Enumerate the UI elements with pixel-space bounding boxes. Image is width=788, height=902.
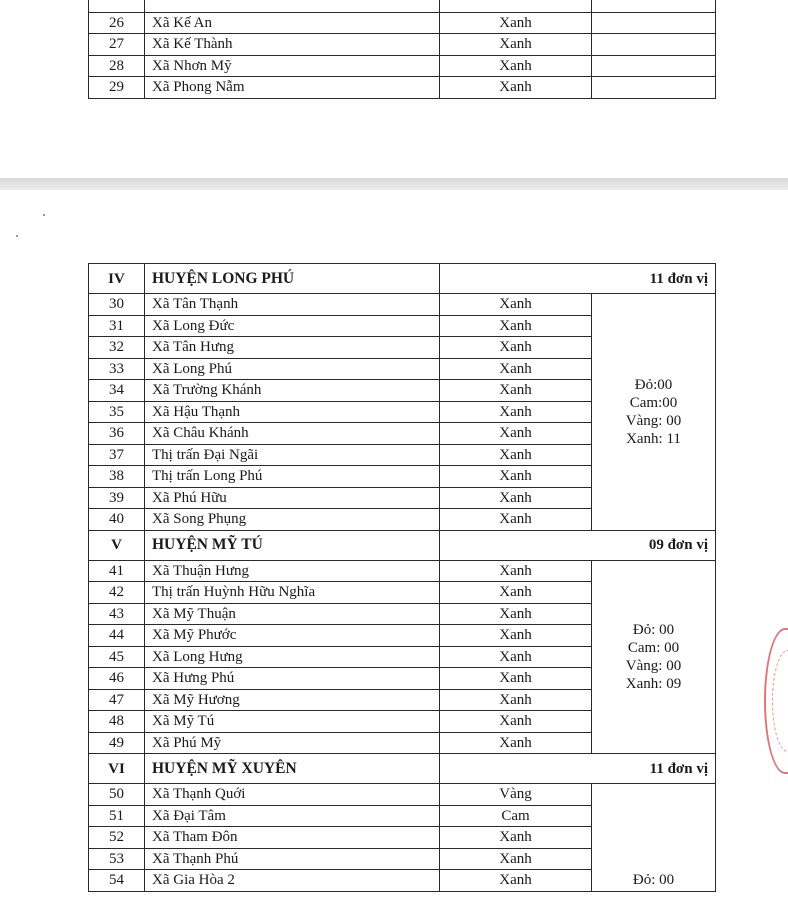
status-level: Xanh	[440, 870, 592, 892]
section-header-row	[89, 754, 716, 784]
unit-name	[145, 0, 440, 12]
status-level: Xanh	[440, 732, 592, 754]
unit-name: Xã Mỹ Hương	[145, 689, 440, 711]
section-numeral: IV	[89, 264, 145, 294]
unit-name: Xã Gia Hòa 2	[145, 870, 440, 892]
status-level: Xanh	[440, 625, 592, 647]
status-level: Vàng	[440, 784, 592, 806]
section-unit-count: 11 đơn vị	[440, 264, 716, 294]
row-number: 54	[89, 870, 145, 892]
row-number: 49	[89, 732, 145, 754]
scan-speck	[43, 214, 45, 216]
table-row	[89, 77, 716, 99]
unit-name: Xã Mỹ Phước	[145, 625, 440, 647]
status-level: Xanh	[440, 358, 592, 380]
status-level: Xanh	[440, 848, 592, 870]
unit-name: Xã Hưng Phú	[145, 668, 440, 690]
status-level: Xanh	[440, 380, 592, 402]
status-level: Xanh	[440, 294, 592, 316]
row-number: 34	[89, 380, 145, 402]
status-level: Xanh	[440, 827, 592, 849]
section-summary	[592, 294, 716, 531]
unit-name: Xã Kế Thành	[145, 34, 440, 56]
section-title: HUYỆN MỸ TÚ	[145, 530, 440, 560]
row-number: 29	[89, 77, 145, 99]
summary-cell	[592, 77, 716, 99]
summary-cell	[592, 55, 716, 77]
status-level: Xanh	[440, 668, 592, 690]
unit-name: Xã Châu Khánh	[145, 423, 440, 445]
document-page-lower	[0, 190, 788, 902]
unit-name: Xã Thạnh Phú	[145, 848, 440, 870]
section-title: HUYỆN MỸ XUYÊN	[145, 754, 440, 784]
document-page-upper	[0, 0, 788, 178]
unit-name: Thị trấn Đại Ngãi	[145, 444, 440, 466]
table-row	[89, 784, 716, 806]
row-number: 28	[89, 55, 145, 77]
section-summary	[592, 784, 716, 892]
summary-line: Xanh: 09	[625, 675, 682, 692]
district-status-table	[88, 263, 716, 892]
district-table-continued	[88, 0, 716, 99]
unit-name: Xã Hậu Thạnh	[145, 401, 440, 423]
summary-line: Cam: 00	[627, 639, 680, 656]
row-number: 30	[89, 294, 145, 316]
summary-cell	[592, 0, 716, 12]
status-level: Xanh	[440, 34, 592, 56]
section-header-row	[89, 530, 716, 560]
row-number: 52	[89, 827, 145, 849]
section-summary	[592, 560, 716, 754]
summary-line: Đỏ:00	[634, 376, 673, 393]
table-row	[89, 34, 716, 56]
summary-cell	[592, 34, 716, 56]
row-number: 47	[89, 689, 145, 711]
section-unit-count: 11 đơn vị	[440, 754, 716, 784]
unit-name: Xã Mỹ Thuận	[145, 603, 440, 625]
row-number: 33	[89, 358, 145, 380]
status-level: Cam	[440, 805, 592, 827]
status-level: Xanh	[440, 444, 592, 466]
section-numeral: V	[89, 530, 145, 560]
status-level: Xanh	[440, 689, 592, 711]
table-row	[89, 560, 716, 582]
row-number: 46	[89, 668, 145, 690]
row-number: 48	[89, 711, 145, 733]
unit-name: Xã Tân Hưng	[145, 337, 440, 359]
row-number: 42	[89, 582, 145, 604]
unit-name: Xã Kế An	[145, 12, 440, 34]
section-title: HUYỆN LONG PHÚ	[145, 264, 440, 294]
status-level: Xanh	[440, 401, 592, 423]
row-number	[89, 0, 145, 12]
table-row	[89, 294, 716, 316]
status-level: Xanh	[440, 337, 592, 359]
table-row	[89, 55, 716, 77]
section-numeral: VI	[89, 754, 145, 784]
unit-name: Xã Song Phụng	[145, 509, 440, 531]
summary-line: Vàng: 00	[625, 657, 682, 674]
unit-name: Xã Long Hưng	[145, 646, 440, 668]
unit-name: Xã Tân Thạnh	[145, 294, 440, 316]
row-number: 38	[89, 466, 145, 488]
status-level: Xanh	[440, 509, 592, 531]
status-level: Xanh	[440, 603, 592, 625]
unit-name: Xã Trường Khánh	[145, 380, 440, 402]
summary-line: Vàng: 00	[625, 412, 682, 429]
status-level: Xanh	[440, 487, 592, 509]
summary-line: Đỏ: 00	[632, 871, 675, 888]
row-number: 39	[89, 487, 145, 509]
unit-name: Xã Long Đức	[145, 315, 440, 337]
row-number: 40	[89, 509, 145, 531]
scan-speck	[16, 235, 18, 237]
row-number: 44	[89, 625, 145, 647]
status-level: Xanh	[440, 315, 592, 337]
row-number: 27	[89, 34, 145, 56]
table-row-partial	[89, 0, 716, 12]
summary-cell	[592, 12, 716, 34]
section-unit-count: 09 đơn vị	[440, 530, 716, 560]
status-level: Xanh	[440, 423, 592, 445]
unit-name: Xã Phong Nẫm	[145, 77, 440, 99]
unit-name: Xã Long Phú	[145, 358, 440, 380]
summary-line: Cam:00	[629, 394, 678, 411]
unit-name: Xã Nhơn Mỹ	[145, 55, 440, 77]
status-level	[440, 0, 592, 12]
table-row	[89, 12, 716, 34]
unit-name: Thị trấn Huỳnh Hữu Nghĩa	[145, 582, 440, 604]
row-number: 41	[89, 560, 145, 582]
unit-name: Xã Phú Mỹ	[145, 732, 440, 754]
row-number: 36	[89, 423, 145, 445]
unit-name: Xã Đại Tâm	[145, 805, 440, 827]
status-level: Xanh	[440, 582, 592, 604]
status-level: Xanh	[440, 466, 592, 488]
row-number: 37	[89, 444, 145, 466]
row-number: 35	[89, 401, 145, 423]
summary-line: Đỏ: 00	[632, 621, 675, 638]
unit-name: Xã Thuận Hưng	[145, 560, 440, 582]
row-number: 43	[89, 603, 145, 625]
status-level: Xanh	[440, 711, 592, 733]
status-level: Xanh	[440, 646, 592, 668]
unit-name: Thị trấn Long Phú	[145, 466, 440, 488]
unit-name: Xã Tham Đôn	[145, 827, 440, 849]
row-number: 31	[89, 315, 145, 337]
section-header-row	[89, 264, 716, 294]
page-separator	[0, 178, 788, 190]
unit-name: Xã Phú Hữu	[145, 487, 440, 509]
status-level: Xanh	[440, 560, 592, 582]
unit-name: Xã Thạnh Quới	[145, 784, 440, 806]
row-number: 26	[89, 12, 145, 34]
row-number: 45	[89, 646, 145, 668]
row-number: 32	[89, 337, 145, 359]
row-number: 51	[89, 805, 145, 827]
summary-line: Xanh: 11	[626, 430, 681, 447]
row-number: 50	[89, 784, 145, 806]
status-level: Xanh	[440, 12, 592, 34]
unit-name: Xã Mỹ Tú	[145, 711, 440, 733]
status-level: Xanh	[440, 77, 592, 99]
row-number: 53	[89, 848, 145, 870]
status-level: Xanh	[440, 55, 592, 77]
